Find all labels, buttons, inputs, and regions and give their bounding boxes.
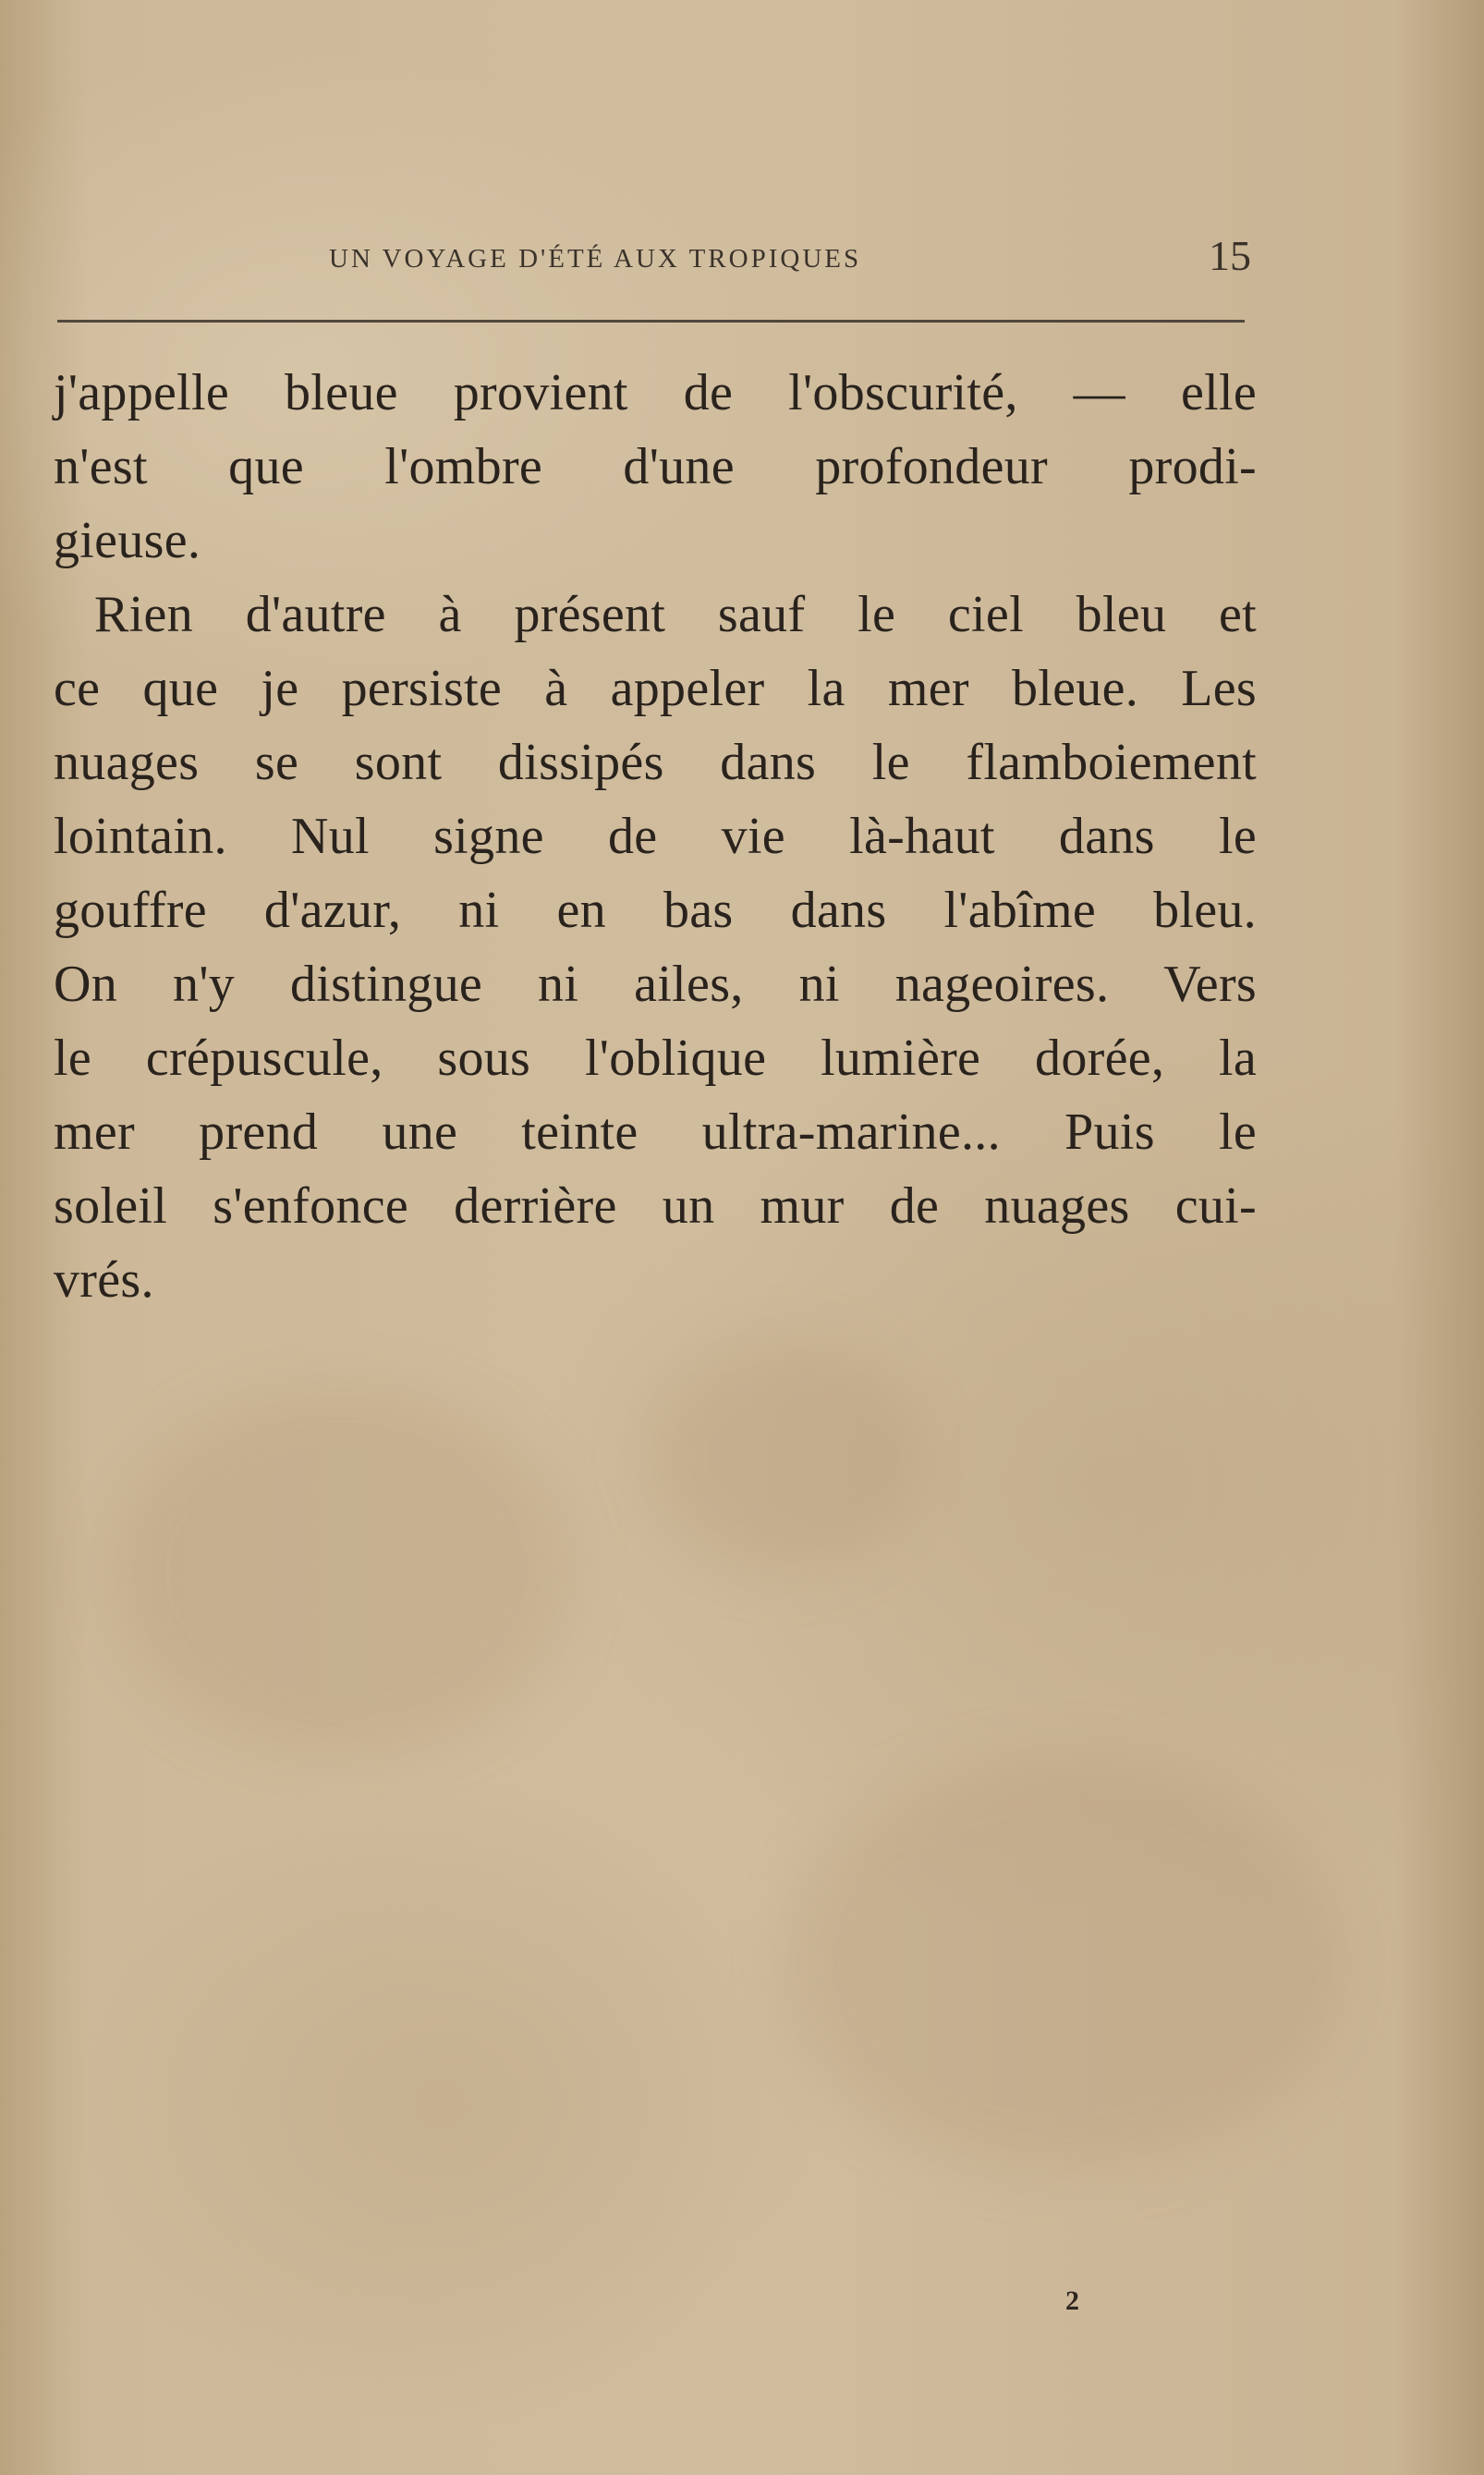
body-text [54,356,1257,1317]
paragraph [54,578,1257,1317]
text-line: nuages se sont dissipés dans le flamboiement [54,734,1257,791]
text-line: ce que je persiste à appeler la mer bleue. Les [54,660,1257,717]
header-rule [57,320,1245,323]
text-line: lointain. Nul signe de vie là-haut dans le [54,808,1257,865]
paper-stain [647,1340,924,1571]
text-line: n'est que l'ombre d'une profondeur prodi- [54,438,1257,495]
signature-mark: 2 [1065,2286,1079,2316]
text-line: le crépuscule, sous l'oblique lumière dorée, la [54,1030,1257,1087]
text-line: mer prend une teinte ultra-marine... Puis le [54,1103,1257,1161]
running-title: UN VOYAGE D'ÉTÉ AUX TROPIQUES [329,244,862,274]
running-header [57,231,1259,287]
text-line: Rien d'autre à présent sauf le ciel bleu et [94,586,1257,643]
text-line: vrés. [54,1251,154,1309]
text-line: On n'y distingue ni ailes, ni nageoires. Vers [54,956,1257,1013]
paper-stain [111,1386,573,1756]
paragraph [54,356,1257,578]
paper-stain [785,1756,1340,2172]
text-line: j'appelle bleue provient de l'obscurité, — elle [54,364,1257,421]
page-number: 15 [1209,232,1251,279]
text-line: gouffre d'azur, ni en bas dans l'abîme bleu. [54,882,1257,939]
text-line: soleil s'enfonce derrière un mur de nuages cui- [54,1177,1257,1235]
text-line: gieuse. [54,512,201,569]
